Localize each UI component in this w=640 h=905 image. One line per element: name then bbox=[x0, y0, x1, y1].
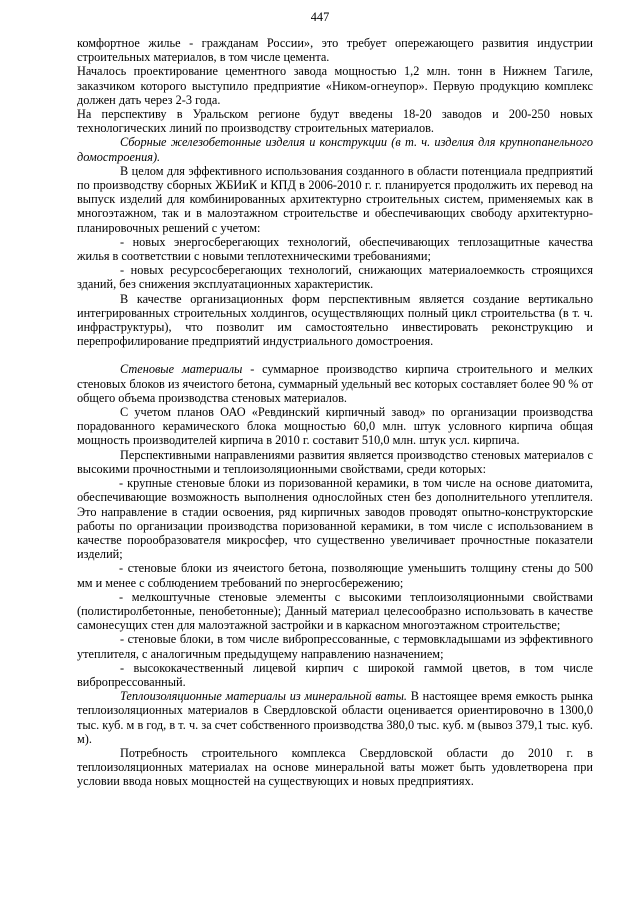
list-item: - крупные стеновые блоки из поризованной керамики, в том числе на основе диатомита, обеспечивающие возможность выполнения однослойных стен без дополнительного утеплителя. Это направление в стадии освоения, ряд кирпичных заводов проводят опытно-конструкторские работы по организации производства поризованной керамики, в том числе с использованием в качестве порообразователя микросфер, что существенно увеличивает прочностные показатели изделий; bbox=[77, 476, 593, 562]
paragraph: комфортное жилье - гражданам России», это требует опережающего развития индустрии строительных материалов, в том числе цемента. bbox=[77, 36, 593, 65]
paragraph: В целом для эффективного использования созданного в области потенциала предприятий по производству сборных ЖБИиК и КПД в 2006-2010 г. г. планируется продолжить их перевод на выпуск изделий для комбинированных архитектурно строительных систем, применяемых как в многоэтажном, так и в малоэтажном строительстве и обеспечивающих свободу архитектурно-планировочных решений с учетом: bbox=[77, 163, 593, 235]
paragraph-text: - суммарное производство кирпича строительного и мелких стеновых блоков из ячеистого бетона, суммарный удельный вес которых составляет более 90 % от общего объема производства стеновых материалов. bbox=[77, 362, 593, 405]
list-item: - стеновые блоки, в том числе вибропрессованные, с термовкладышами из эффективного утеплителя, с аналогичным предыдущему направлению назначением; bbox=[77, 632, 593, 661]
list-item: - мелкоштучные стеновые элементы с высокими теплоизоляционными свойствами (полистиролбетонные, пенобетонные); Данный материал целесообразно использовать в качестве самонесущих стен для малоэтажной застройки и в каркасном многоэтажном строительстве; bbox=[77, 589, 593, 633]
paragraph-gap bbox=[77, 348, 593, 362]
paragraph: Перспективными направлениями развития является производство стеновых материалов с высокими прочностными и теплоизоляционными свойствами, среди которых: bbox=[77, 447, 593, 476]
paragraph: С учетом планов ОАО «Ревдинский кирпичный завод» по организации производства порадованного керамического блока мощностью 60,0 млн. штук условного кирпича общая мощность производителей кирпича в 2010 г. составит 510,0 млн. штук усл. кирпича. bbox=[77, 405, 593, 448]
section-heading-precast-concrete: Сборные железобетонные изделия и конструкции (в т. ч. изделия для крупнопанельного домостроения). bbox=[77, 135, 593, 164]
page-body bbox=[77, 36, 593, 789]
paragraph: Началось проектирование цементного завода мощностью 1,2 млн. тонн в Нижнем Тагиле, заказчиком которого выступило предприятие «Ником-огнеупор». Первую продукцию комплекс должен дать через 2-3 года. bbox=[77, 64, 593, 107]
section-heading-wall-materials: Стеновые материалы bbox=[120, 362, 243, 377]
paragraph bbox=[77, 689, 593, 746]
paragraph-text: В настоящее время емкость рынка теплоизоляционных материалов в Свердловской области оценивается ориентировочно в 1300,0 тыс. куб. м в год, в т. ч. за счет собственного производства 380,0 тыс. куб. м (вывоз 379,1 тыс. куб. м). bbox=[77, 689, 594, 746]
paragraph: Потребность строительного комплекса Свердловской области до 2010 г. в теплоизоляционных материалах на основе минеральной ваты может быть удовлетворена при условии ввода новых мощностей на существующих и новых предприятиях. bbox=[77, 745, 593, 789]
paragraph: На перспективу в Уральском регионе будут введены 18-20 заводов и 200-250 новых технологических линий по производству строительных материалов. bbox=[77, 107, 593, 136]
list-item: - стеновые блоки из ячеистого бетона, позволяющие уменьшить толщину стены до 500 мм и менее с соблюдением требований по энергосбережению; bbox=[77, 561, 593, 590]
section-heading-mineral-wool: Теплоизоляционные материалы из минеральной ваты. bbox=[120, 689, 407, 704]
list-item: - новых ресурсосберегающих технологий, снижающих материалоемкость строящихся зданий, без снижения эксплуатационных характеристик. bbox=[77, 263, 593, 292]
page-number: 447 bbox=[310, 10, 330, 24]
list-item: - новых энергосберегающих технологий, обеспечивающих теплозащитные качества жилья в соответствии с новыми теплотехническими требованиями; bbox=[77, 234, 593, 264]
paragraph bbox=[77, 362, 593, 405]
list-item: - высококачественный лицевой кирпич с широкой гаммой цветов, в том числе вибропрессованный. bbox=[77, 660, 593, 689]
paragraph: В качестве организационных форм перспективным является создание вертикально интегрированных строительных холдингов, осуществляющих полный цикл строительства (в т. ч. инфраструктуры), что позволит им самостоятельно инвестировать реконструкцию и перепрофилирование предприятий индустриального домостроения. bbox=[77, 291, 593, 349]
